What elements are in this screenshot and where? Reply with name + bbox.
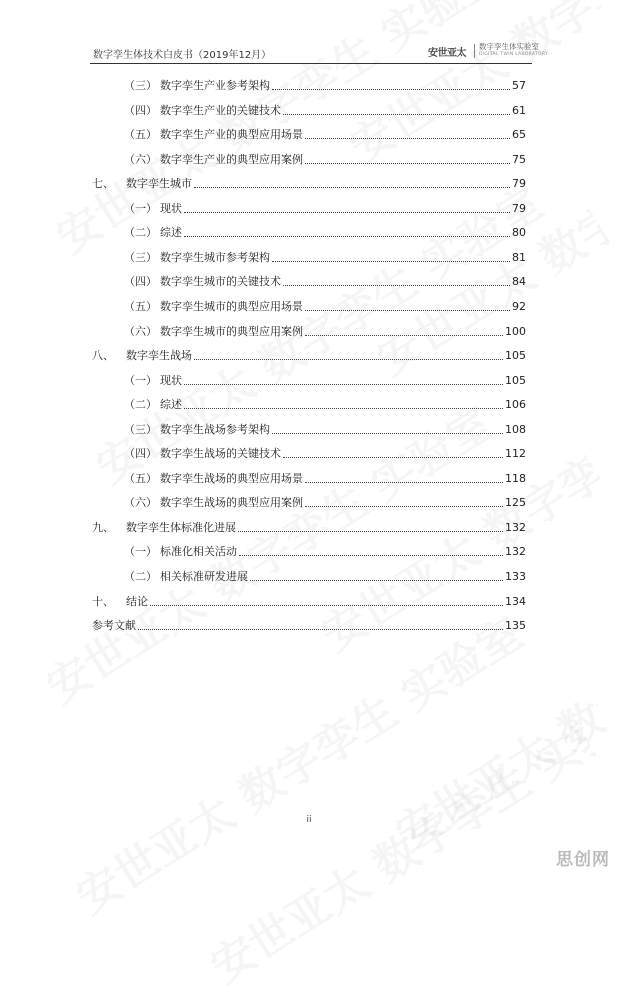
toc-entry[interactable]	[124, 445, 526, 461]
toc-entry-page: 105	[505, 373, 526, 387]
toc-entry[interactable]	[92, 519, 526, 535]
toc-entry-page: 133	[505, 570, 526, 583]
toc-entry-title: 数字孪生城市参考架构	[160, 250, 270, 264]
toc-entry[interactable]	[92, 593, 526, 609]
toc-entry-title: 数字孪生战场的典型应用案例	[160, 496, 303, 510]
toc-leader-dots	[150, 604, 503, 606]
toc-entry[interactable]	[124, 273, 526, 289]
toc-entry-title: 数字孪生战场的关键技术	[160, 447, 281, 461]
toc-entry-number: （一）	[124, 545, 157, 559]
toc-entry[interactable]	[124, 102, 526, 118]
toc-entry-page: 132	[505, 545, 526, 559]
toc-entry[interactable]	[124, 298, 526, 314]
lab-name: 数字孪生体实验室	[479, 42, 539, 51]
toc-entry-number: （一）	[124, 201, 157, 215]
toc-entry-page: 79	[512, 177, 526, 191]
toc-entry-number: （四）	[124, 103, 157, 117]
header-divider	[474, 44, 475, 58]
toc-leader-dots	[305, 137, 510, 139]
toc-leader-dots	[184, 235, 510, 237]
toc-entry-number: 七、	[92, 177, 114, 191]
toc-entry[interactable]	[124, 126, 526, 142]
toc-entry-title: 数字孪生产业参考架构	[160, 79, 270, 92]
toc-entry-title: 相关标准研发进展	[160, 570, 248, 583]
toc-leader-dots	[138, 628, 503, 630]
toc-entry-title: 数字孪生战场参考架构	[160, 422, 270, 436]
toc-leader-dots	[272, 260, 510, 262]
toc-leader-dots	[272, 88, 510, 90]
toc-entry-title: 结论	[126, 594, 148, 608]
toc-entry-title: 数字孪生体标准化进展	[126, 520, 236, 534]
toc-leader-dots	[184, 211, 510, 213]
toc-leader-dots	[238, 530, 503, 532]
toc-entry-page: 79	[512, 201, 526, 215]
header-rule	[90, 63, 532, 64]
toc-entry-page: 57	[512, 79, 526, 92]
toc-entry-page: 81	[512, 250, 526, 264]
toc-entry[interactable]	[92, 175, 526, 191]
toc-leader-dots	[283, 284, 510, 286]
lab-subtitle: DIGITAL TWIN LABORATORY	[479, 52, 549, 57]
toc-entry-number: （三）	[124, 79, 157, 92]
page-number: ii	[306, 815, 312, 825]
watermark-text	[381, 682, 617, 862]
toc-entry[interactable]	[124, 249, 526, 265]
toc-entry-page: 61	[512, 103, 526, 117]
toc-entry-number: （二）	[124, 398, 157, 412]
toc-entry-number: （五）	[124, 128, 157, 142]
watermark-text	[62, 599, 532, 926]
toc-entry-title: 数字孪生战场	[126, 349, 192, 363]
toc-entry[interactable]	[124, 323, 526, 339]
toc-entry-number: （三）	[124, 250, 157, 264]
toc-entry-number: 九、	[92, 520, 114, 534]
toc-entry[interactable]	[124, 200, 526, 216]
toc-entry-title: 综述	[160, 226, 182, 240]
toc-entry[interactable]	[124, 224, 526, 240]
toc-entry[interactable]	[124, 151, 526, 167]
toc-leader-dots	[250, 579, 503, 581]
toc-entry-page: 112	[505, 447, 526, 461]
toc-entry-title: 数字孪生城市	[126, 177, 192, 191]
watermark-text	[196, 709, 601, 995]
toc-entry-page: 125	[505, 496, 526, 510]
toc-entry-title: 数字孪生城市的关键技术	[160, 275, 281, 289]
toc-leader-dots	[239, 554, 503, 556]
toc-entry-title: 数字孪生产业的关键技术	[160, 103, 281, 117]
toc-entry-page: 132	[505, 520, 526, 534]
toc-entry-number: （二）	[124, 570, 157, 583]
toc-entry[interactable]	[124, 494, 526, 510]
toc-leader-dots	[305, 505, 503, 507]
toc-entry-page: 92	[512, 299, 526, 313]
toc-entry-title: 现状	[160, 201, 182, 215]
toc-entry-number: （四）	[124, 447, 157, 461]
toc-entry-number: （四）	[124, 275, 157, 289]
toc-entry-title: 标准化相关活动	[160, 545, 237, 559]
toc-entry[interactable]	[92, 617, 526, 633]
toc-leader-dots	[305, 162, 510, 164]
toc-entry-page: 100	[505, 324, 526, 338]
toc-entry-page: 65	[512, 128, 526, 142]
toc-leader-dots	[305, 309, 510, 311]
toc-entry-page: 134	[505, 594, 526, 608]
toc-entry-title: 数字孪生城市的典型应用场景	[160, 299, 303, 313]
toc-leader-dots	[305, 334, 503, 336]
toc-entry[interactable]	[124, 77, 526, 93]
toc-leader-dots	[283, 456, 503, 458]
toc-entry-title: 数字孪生城市的典型应用案例	[160, 324, 303, 338]
header-title: 数字孪生体技术白皮书（2019年12月）	[93, 50, 272, 61]
toc-entry-title: 综述	[160, 398, 182, 412]
toc-entry-title: 数字孪生战场的典型应用场景	[160, 471, 303, 485]
toc-entry-number: （二）	[124, 226, 157, 240]
toc-entry[interactable]	[124, 421, 526, 437]
toc-entry-page: 106	[505, 398, 526, 412]
toc-entry-number: （三）	[124, 422, 157, 436]
toc-leader-dots	[272, 432, 503, 434]
toc-entry-number: （一）	[124, 373, 157, 387]
toc-entry[interactable]	[124, 470, 526, 486]
toc-entry-page: 135	[505, 619, 526, 633]
toc-leader-dots	[283, 113, 510, 115]
toc-entry-title: 数字孪生产业的典型应用场景	[160, 128, 303, 142]
toc-leader-dots	[194, 358, 503, 360]
toc-entry-number: 八、	[92, 349, 114, 363]
toc-entry-number: （五）	[124, 471, 157, 485]
toc-entry-title: 现状	[160, 373, 182, 387]
toc-entry-page: 75	[512, 152, 526, 166]
toc-entry[interactable]	[124, 372, 526, 388]
site-watermark: 思创网	[556, 850, 610, 870]
toc-entry-page: 108	[505, 422, 526, 436]
toc-entry-page: 105	[505, 349, 526, 363]
toc-entry-number: 十、	[92, 594, 114, 608]
toc-entry-number: （六）	[124, 324, 157, 338]
toc-entry-number: （六）	[124, 496, 157, 510]
toc-entry-title: 参考文献	[92, 619, 136, 633]
toc-entry-page: 84	[512, 275, 526, 289]
toc-entry-page: 118	[505, 471, 526, 485]
toc-entry[interactable]	[124, 396, 526, 412]
toc-entry-number: （五）	[124, 299, 157, 313]
company-logo: 安世亚太	[428, 48, 466, 59]
toc-entry[interactable]	[92, 347, 526, 363]
toc-leader-dots	[194, 186, 510, 188]
toc-entry-number: （六）	[124, 152, 157, 166]
toc-leader-dots	[184, 407, 503, 409]
toc-entry-title: 数字孪生产业的典型应用案例	[160, 152, 303, 166]
toc-entry-page: 80	[512, 226, 526, 240]
toc-entry[interactable]	[124, 568, 526, 584]
toc-leader-dots	[184, 383, 503, 385]
toc-leader-dots	[305, 481, 503, 483]
toc-entry[interactable]	[124, 543, 526, 559]
